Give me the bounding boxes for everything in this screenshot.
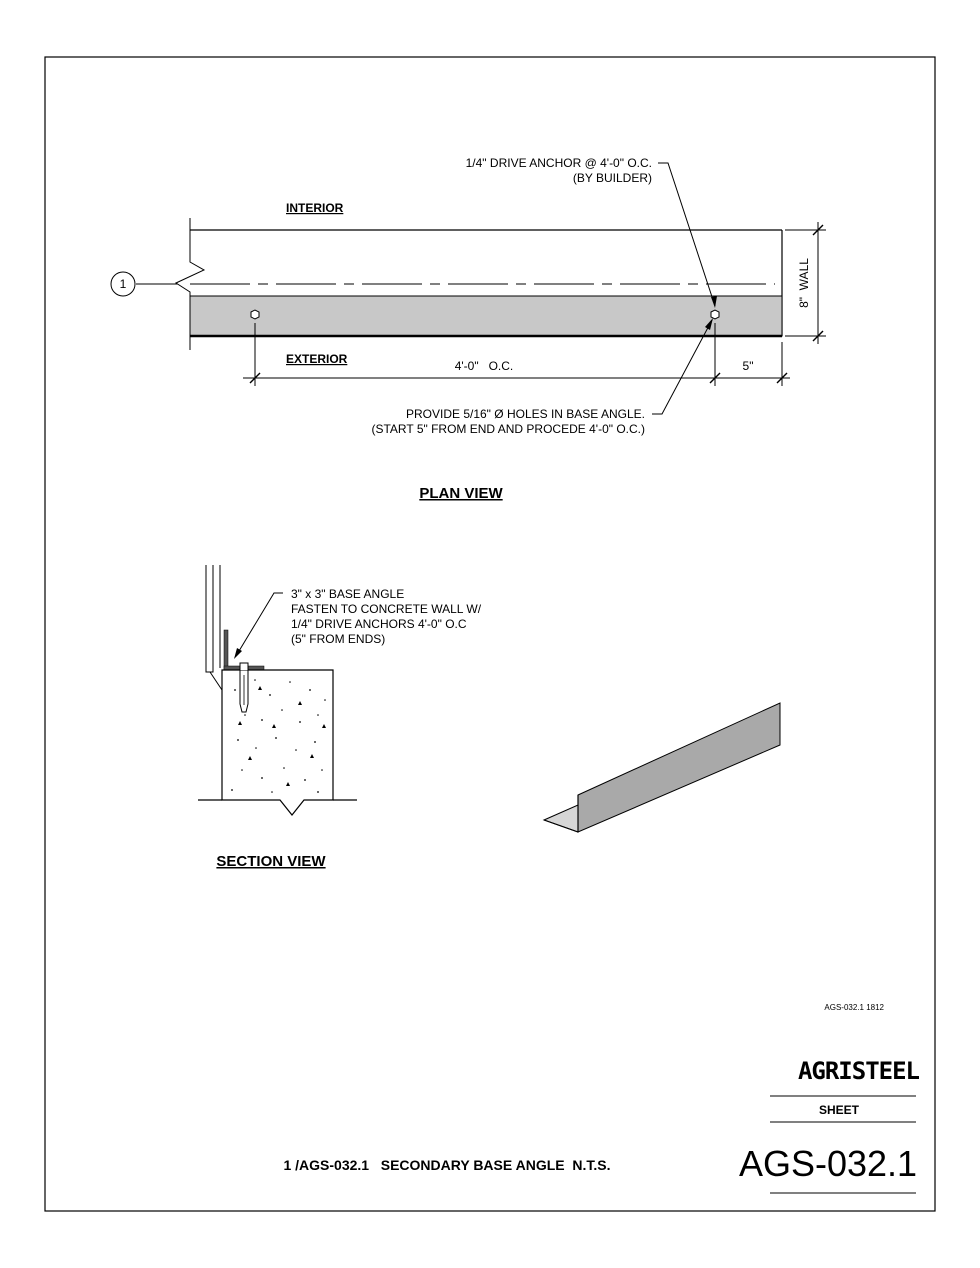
section-note-line4: (5" FROM ENDS) [291,632,386,646]
angle-vertical-face [578,703,780,832]
wall-panel [206,565,213,672]
drawing-title: 1 /AGS-032.1 SECONDARY BASE ANGLE N.T.S. [283,1157,611,1173]
title-block [283,1003,919,1193]
base-angle-leg [190,296,782,336]
holes-note-line2: (START 5" FROM END AND PROCEDE 4'-0" O.C.) [371,422,645,436]
section-view-title: SECTION VIEW [216,853,326,870]
revision-code: AGS-032.1 1812 [824,1003,884,1012]
sheet-label: SHEET [818,1103,860,1117]
base-angle-vertical-leg [224,630,228,670]
anchor-note-line2: (BY BUILDER) [572,171,652,185]
plan-view-title: PLAN VIEW [419,485,503,502]
drive-anchor [240,663,248,671]
sheet-number: AGS-032.1 [738,1143,918,1184]
section-view [198,565,482,870]
dimension-end-label: 5" [742,359,754,373]
anchor-hole-hexagon [711,310,719,319]
company-logo: AGRISTEEL [797,1057,919,1085]
holes-note-line1: PROVIDE 5/16" Ø HOLES IN BASE ANGLE. [405,407,645,421]
dimension-spacing-label: 4'-0" O.C. [454,359,514,373]
base-angle-isometric [544,703,780,832]
gridline-bubble-label: 1 [119,277,127,291]
wall-flashing [210,672,222,690]
section-note-leader [236,593,283,656]
section-note-line2: FASTEN TO CONCRETE WALL W/ [291,602,482,616]
exterior-label: EXTERIOR [286,352,348,366]
wall-dimension-label: 8" WALL [797,258,811,308]
anchor-note-leader [658,163,715,306]
plan-view [111,156,826,502]
concrete-wall [222,670,333,815]
section-note-line3: 1/4" DRIVE ANCHORS 4'-0" O.C [291,617,467,631]
anchor-hole-hexagon [251,310,259,319]
interior-label: INTERIOR [286,201,344,215]
anchor-note-line1: 1/4" DRIVE ANCHOR @ 4'-0" O.C. [465,156,652,170]
angle-horizontal-leg [544,805,578,832]
section-note-line1: 3" x 3" BASE ANGLE [291,587,405,601]
leader-arrowhead [234,648,242,659]
